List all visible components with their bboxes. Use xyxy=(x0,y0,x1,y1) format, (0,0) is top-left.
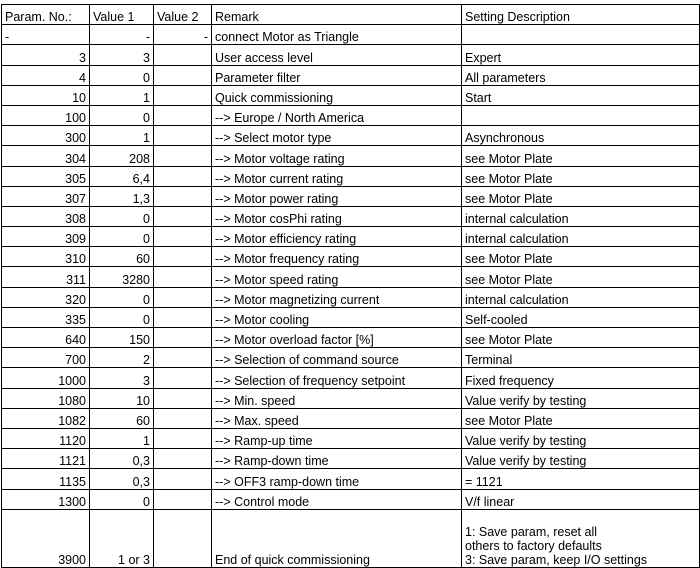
table-row xyxy=(2,307,700,327)
cell-param-no: 310 xyxy=(2,247,90,267)
cell-value-2 xyxy=(154,166,212,186)
cell-setting-description: Fixed frequency xyxy=(462,368,700,388)
cell-param-no: 700 xyxy=(2,348,90,368)
cell-value-2 xyxy=(154,105,212,125)
cell-setting-description: see Motor Plate xyxy=(462,408,700,428)
cell-setting-description: internal calculation xyxy=(462,206,700,226)
cell-param-no: 1120 xyxy=(2,428,90,448)
table-row xyxy=(2,105,700,125)
cell-remark: --> Motor power rating xyxy=(212,186,462,206)
cell-value-2 xyxy=(154,267,212,287)
cell-remark: --> Motor current rating xyxy=(212,166,462,186)
table-row xyxy=(2,408,700,428)
column-header-setting-description: Setting Description xyxy=(462,5,700,25)
cell-setting-description: see Motor Plate xyxy=(462,247,700,267)
cell-value-2 xyxy=(154,146,212,166)
cell-setting-description: internal calculation xyxy=(462,227,700,247)
cell-param-no: 1082 xyxy=(2,408,90,428)
cell-param-no: 1080 xyxy=(2,388,90,408)
cell-param-no: - xyxy=(2,25,90,45)
cell-value-2 xyxy=(154,428,212,448)
cell-remark: --> Ramp-down time xyxy=(212,449,462,469)
cell-setting-description: Start xyxy=(462,85,700,105)
cell-remark: --> Motor speed rating xyxy=(212,267,462,287)
cell-value-1: 208 xyxy=(90,146,154,166)
table-row xyxy=(2,328,700,348)
cell-value-2 xyxy=(154,388,212,408)
cell-remark: --> Motor magnetizing current xyxy=(212,287,462,307)
table-row xyxy=(2,227,700,247)
cell-setting-description: Asynchronous xyxy=(462,126,700,146)
cell-param-no: 307 xyxy=(2,186,90,206)
cell-remark: Parameter filter xyxy=(212,65,462,85)
table-row xyxy=(2,428,700,448)
cell-remark: Quick commissioning xyxy=(212,85,462,105)
cell-value-1: 0 xyxy=(90,206,154,226)
cell-setting-description: see Motor Plate xyxy=(462,166,700,186)
cell-value-2 xyxy=(154,307,212,327)
cell-param-no: 3 xyxy=(2,45,90,65)
cell-setting-description: 1: Save param, reset all others to factory defaults 3: Save param, keep I/O settings xyxy=(462,509,700,567)
cell-value-2 xyxy=(154,45,212,65)
cell-param-no: 1121 xyxy=(2,449,90,469)
cell-remark: --> Max. speed xyxy=(212,408,462,428)
cell-value-1: 10 xyxy=(90,388,154,408)
table-row xyxy=(2,267,700,287)
table-row xyxy=(2,85,700,105)
cell-value-1: 0,3 xyxy=(90,449,154,469)
cell-setting-description: see Motor Plate xyxy=(462,146,700,166)
table-row xyxy=(2,25,700,45)
cell-setting-description: Expert xyxy=(462,45,700,65)
cell-value-1: 3280 xyxy=(90,267,154,287)
cell-param-no: 1300 xyxy=(2,489,90,509)
cell-remark: --> Min. speed xyxy=(212,388,462,408)
column-header-remark: Remark xyxy=(212,5,462,25)
cell-value-2 xyxy=(154,206,212,226)
cell-remark: --> Motor frequency rating xyxy=(212,247,462,267)
cell-param-no: 300 xyxy=(2,126,90,146)
cell-value-1: 1,3 xyxy=(90,186,154,206)
cell-value-1: 0 xyxy=(90,227,154,247)
cell-param-no: 311 xyxy=(2,267,90,287)
cell-remark: --> Motor cooling xyxy=(212,307,462,327)
cell-param-no: 10 xyxy=(2,85,90,105)
quick-commissioning-parameter-table xyxy=(1,4,700,568)
cell-param-no: 305 xyxy=(2,166,90,186)
cell-param-no: 100 xyxy=(2,105,90,125)
table-row xyxy=(2,45,700,65)
cell-value-2 xyxy=(154,449,212,469)
table-row-end-of-commissioning xyxy=(2,509,700,567)
column-header-param-no: Param. No.: xyxy=(2,5,90,25)
cell-value-2 xyxy=(154,186,212,206)
table-row xyxy=(2,206,700,226)
cell-value-1: 60 xyxy=(90,408,154,428)
table-header-row xyxy=(2,5,700,25)
cell-value-2 xyxy=(154,368,212,388)
cell-remark: --> Control mode xyxy=(212,489,462,509)
table-header xyxy=(2,5,700,25)
cell-param-no: 1135 xyxy=(2,469,90,489)
cell-remark: --> Ramp-up time xyxy=(212,428,462,448)
cell-setting-description xyxy=(462,105,700,125)
cell-setting-description: All parameters xyxy=(462,65,700,85)
cell-param-no: 4 xyxy=(2,65,90,85)
table-row xyxy=(2,489,700,509)
cell-param-no: 308 xyxy=(2,206,90,226)
cell-value-2 xyxy=(154,348,212,368)
cell-setting-description: Value verify by testing xyxy=(462,449,700,469)
cell-value-2: - xyxy=(154,25,212,45)
table-row xyxy=(2,469,700,489)
cell-value-1: - xyxy=(90,25,154,45)
table-row xyxy=(2,348,700,368)
table-row xyxy=(2,368,700,388)
table-body xyxy=(2,25,700,568)
table-row xyxy=(2,166,700,186)
cell-value-2 xyxy=(154,509,212,567)
cell-value-2 xyxy=(154,247,212,267)
cell-remark: End of quick commissioning xyxy=(212,509,462,567)
cell-value-1: 6,4 xyxy=(90,166,154,186)
cell-remark: --> Europe / North America xyxy=(212,105,462,125)
cell-value-1: 150 xyxy=(90,328,154,348)
cell-setting-description: Terminal xyxy=(462,348,700,368)
cell-param-no: 640 xyxy=(2,328,90,348)
cell-remark: --> Selection of command source xyxy=(212,348,462,368)
cell-value-1: 3 xyxy=(90,368,154,388)
table-row xyxy=(2,247,700,267)
cell-value-1: 0 xyxy=(90,489,154,509)
cell-value-1: 1 xyxy=(90,428,154,448)
cell-value-1: 1 or 3 xyxy=(90,509,154,567)
cell-value-1: 3 xyxy=(90,45,154,65)
cell-param-no: 3900 xyxy=(2,509,90,567)
cell-value-2 xyxy=(154,126,212,146)
column-header-value-1: Value 1 xyxy=(90,5,154,25)
cell-setting-description: Value verify by testing xyxy=(462,388,700,408)
cell-value-2 xyxy=(154,227,212,247)
cell-value-1: 0 xyxy=(90,307,154,327)
cell-value-1: 1 xyxy=(90,126,154,146)
cell-setting-description: = 1121 xyxy=(462,469,700,489)
table-row xyxy=(2,65,700,85)
cell-value-1: 2 xyxy=(90,348,154,368)
cell-setting-description: V/f linear xyxy=(462,489,700,509)
cell-value-1: 0 xyxy=(90,105,154,125)
cell-setting-description: Value verify by testing xyxy=(462,428,700,448)
cell-value-2 xyxy=(154,328,212,348)
column-header-value-2: Value 2 xyxy=(154,5,212,25)
cell-setting-description: see Motor Plate xyxy=(462,328,700,348)
cell-remark: --> Select motor type xyxy=(212,126,462,146)
cell-value-2 xyxy=(154,469,212,489)
cell-remark: --> Selection of frequency setpoint xyxy=(212,368,462,388)
cell-setting-description: Self-cooled xyxy=(462,307,700,327)
cell-value-1: 1 xyxy=(90,85,154,105)
cell-remark: User access level xyxy=(212,45,462,65)
cell-remark: connect Motor as Triangle xyxy=(212,25,462,45)
cell-param-no: 335 xyxy=(2,307,90,327)
cell-value-2 xyxy=(154,287,212,307)
table-row xyxy=(2,126,700,146)
cell-param-no: 309 xyxy=(2,227,90,247)
cell-remark: --> Motor cosPhi rating xyxy=(212,206,462,226)
table-row xyxy=(2,388,700,408)
cell-param-no: 320 xyxy=(2,287,90,307)
cell-param-no: 1000 xyxy=(2,368,90,388)
cell-setting-description: internal calculation xyxy=(462,287,700,307)
table-row xyxy=(2,146,700,166)
cell-value-1: 0 xyxy=(90,65,154,85)
cell-setting-description: see Motor Plate xyxy=(462,186,700,206)
cell-setting-description xyxy=(462,25,700,45)
cell-value-1: 0 xyxy=(90,287,154,307)
cell-param-no: 304 xyxy=(2,146,90,166)
cell-value-2 xyxy=(154,408,212,428)
cell-value-1: 60 xyxy=(90,247,154,267)
cell-setting-description: see Motor Plate xyxy=(462,267,700,287)
cell-value-1: 0,3 xyxy=(90,469,154,489)
table-row xyxy=(2,186,700,206)
table-row xyxy=(2,287,700,307)
table-row xyxy=(2,449,700,469)
cell-value-2 xyxy=(154,85,212,105)
cell-remark: --> Motor voltage rating xyxy=(212,146,462,166)
cell-value-2 xyxy=(154,65,212,85)
cell-remark: --> OFF3 ramp-down time xyxy=(212,469,462,489)
cell-remark: --> Motor overload factor [%] xyxy=(212,328,462,348)
cell-remark: --> Motor efficiency rating xyxy=(212,227,462,247)
cell-value-2 xyxy=(154,489,212,509)
